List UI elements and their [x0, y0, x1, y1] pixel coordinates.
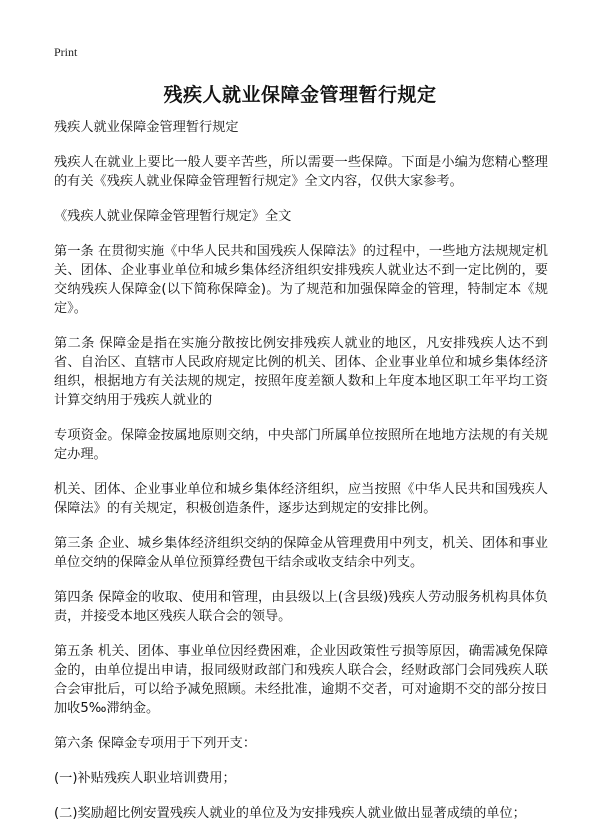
paragraph-article-2-note: 机关、团体、企业事业单位和城乡集体经济组织，应当按照《中华人民共和国残疾人保障法》的有关规定，积极创造条件，逐步达到规定的安排比例。	[54, 482, 548, 516]
paragraph-article-2: 第二条 保障金是指在实施分散按比例安排残疾人就业的地区，凡安排残疾人达不到省、自治区、直辖市人民政府规定比例的机关、团体、企业事业单位和城乡集体经济组织，根据地方有关法规的规定，按照年度差额人数和上年度本地区职工年平均工资计算交纳用于残疾人就业的	[54, 336, 548, 408]
paragraph-subtitle: 残疾人就业保障金管理暂行规定	[54, 120, 239, 135]
paragraph-item-2: (二)奖励超比例安置残疾人就业的单位及为安排残疾人就业做出显著成绩的单位；	[54, 806, 526, 821]
paragraph-article-6: 第六条 保障金专项用于下列开支：	[54, 736, 257, 751]
paragraph-fulltext-heading: 《残疾人就业保障金管理暂行规定》全文	[54, 209, 292, 224]
paragraph-item-1: (一)补贴残疾人职业培训费用；	[54, 771, 236, 786]
paragraph-article-5: 第五条 机关、团体、事业单位因经费困难，企业因政策性亏损等原因，确需减免保障金的，由单位提出申请，报同级财政部门和残疾人联合会，经财政部门会同残疾人联合会审批后，可以给予减免照顾。未经批准，逾期不交者，可对逾期不交的部分按日加收5‰滞纳金。	[54, 644, 548, 716]
document-title: 残疾人就业保障金管理暂行规定	[163, 84, 437, 106]
paragraph-article-1: 第一条 在贯彻实施《中华人民共和国残疾人保障法》的过程中，一些地方法规规定机关、团体、企业事业单位和城乡集体经济组织安排残疾人就业达不到一定比例的，要交纳残疾人保障金(以下简称保障金)。为了规范和加强保障金的管理，特制定本《规定》。	[54, 244, 548, 316]
paragraph-intro: 残疾人在就业上要比一般人要辛苦些，所以需要一些保障。下面是小编为您精心整理的有关《残疾人就业保障金管理暂行规定》全文内容，仅供大家参考。	[54, 155, 548, 189]
paragraph-article-2-continued: 专项资金。保障金按属地原则交纳，中央部门所属单位按照所在地地方法规的有关规定办理。	[54, 428, 548, 462]
document-body	[54, 118, 548, 839]
print-link[interactable]: Print	[54, 45, 78, 59]
paragraph-article-3: 第三条 企业、城乡集体经济组织交纳的保障金从管理费用中列支，机关、团体和事业单位交纳的保障金从单位预算经费包干结余或收支结余中列支。	[54, 536, 548, 570]
paragraph-article-4: 第四条 保障金的收取、使用和管理，由县级以上(含县级)残疾人劳动服务机构具体负责，并接受本地区残疾人联合会的领导。	[54, 590, 548, 624]
